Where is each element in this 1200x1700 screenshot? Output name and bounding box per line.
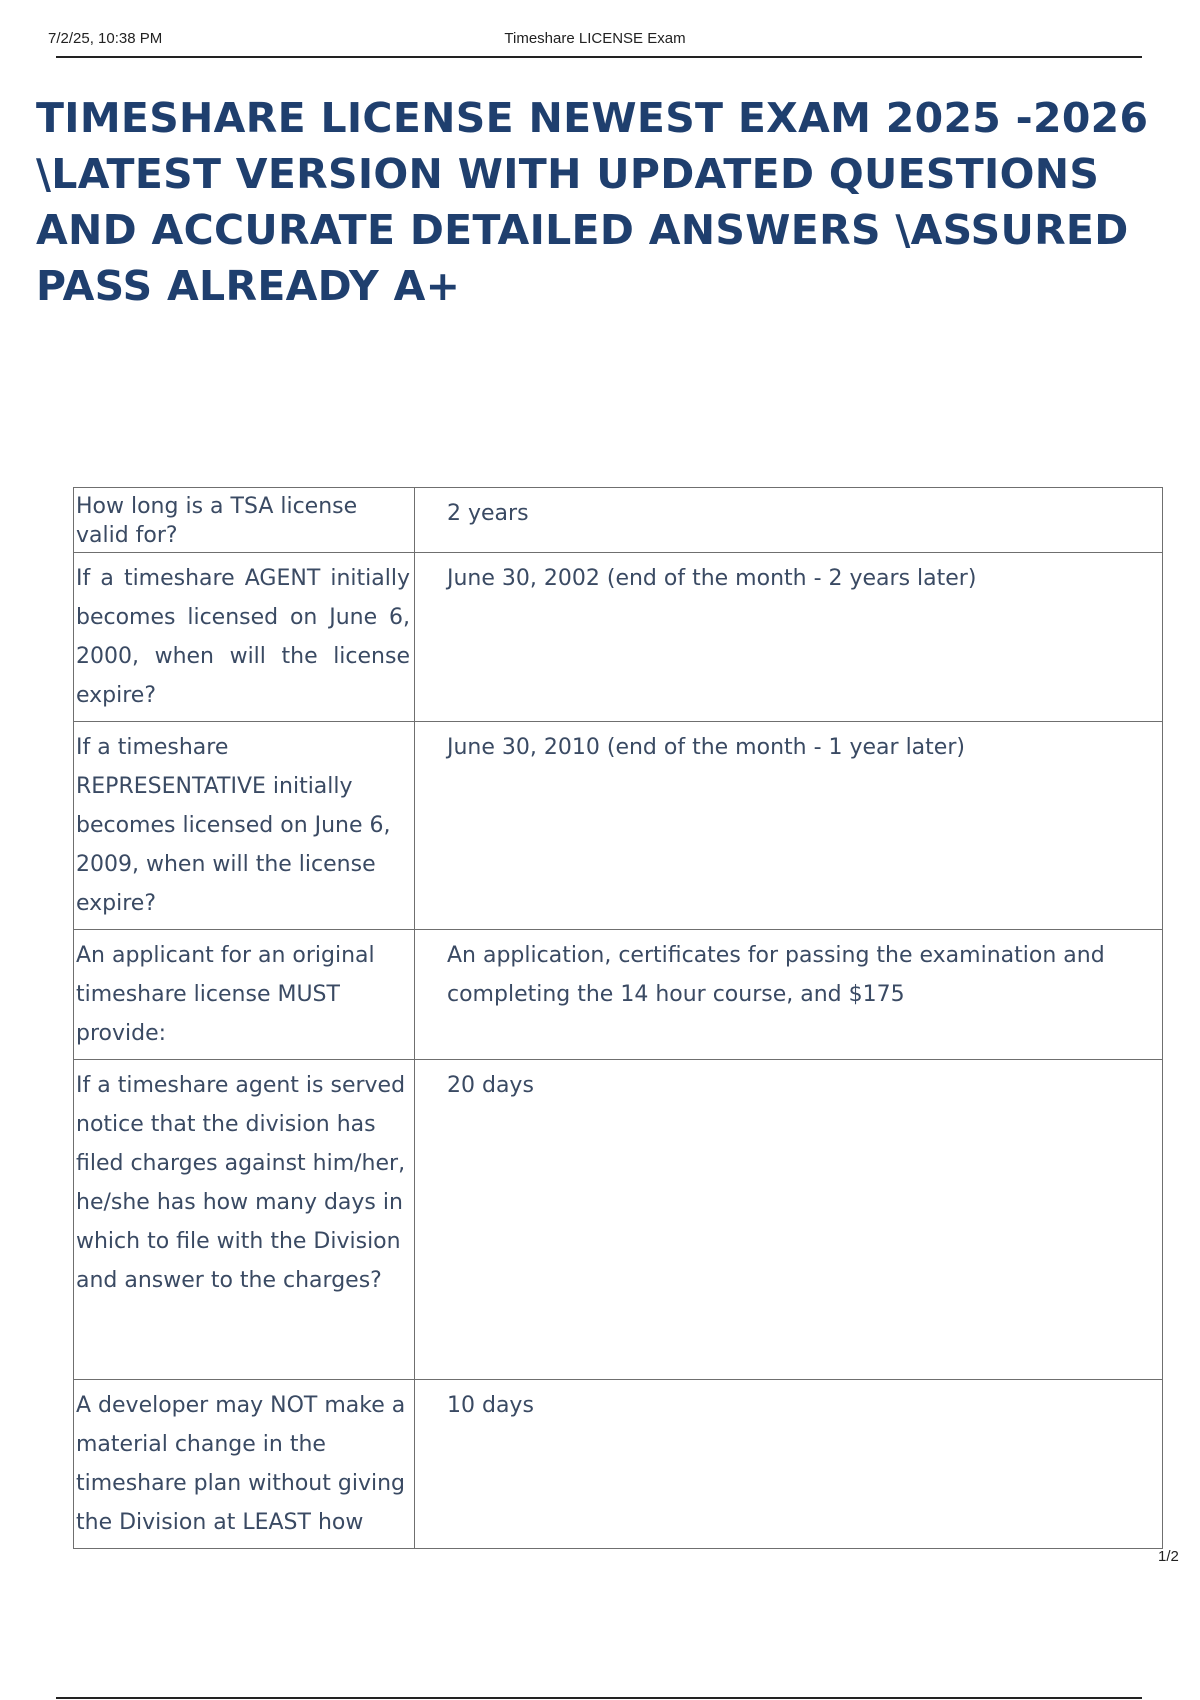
footer-divider (56, 1697, 1142, 1699)
table-row (74, 553, 1163, 722)
question-cell: If a timeshare agent is served notice that the division has filed charges against him/her, he/she has how many days in which to file with the Division and answer to the charges? (74, 1060, 415, 1380)
print-date: 7/2/25, 10:38 PM (48, 30, 163, 47)
question-cell: If a timeshare REPRESENTATIVE initially becomes licensed on June 6, 2009, when will the license expire? (74, 722, 415, 930)
answer-cell: 20 days (415, 1060, 1163, 1380)
question-cell: If a timeshare AGENT initially becomes licensed on June 6, 2000, when will the license expire? (74, 553, 415, 722)
qa-table (73, 487, 1163, 1549)
header-divider (56, 56, 1142, 58)
table-row (74, 488, 1163, 553)
table-row (74, 930, 1163, 1060)
table-row (74, 1380, 1163, 1549)
answer-cell: June 30, 2010 (end of the month - 1 year later) (415, 722, 1163, 930)
document-title: TIMESHARE LICENSE NEWEST EXAM 2025 -2026 \LATEST VERSION WITH UPDATED QUESTIONS AND ACCURATE DETAILED ANSWERS \ASSURED PASS ALREADY A+ (36, 94, 1149, 310)
answer-cell: An application, certificates for passing the examination and completing the 14 hour course, and $175 (415, 930, 1163, 1060)
answer-cell: 2 years (415, 488, 1163, 553)
table-row (74, 1060, 1163, 1380)
page-number: 1/2 (1158, 1548, 1179, 1565)
answer-cell: June 30, 2002 (end of the month - 2 years later) (415, 553, 1163, 722)
print-doc-title: Timeshare LICENSE Exam (504, 30, 686, 47)
answer-cell: 10 days (415, 1380, 1163, 1549)
question-cell: How long is a TSA license valid for? (74, 488, 415, 553)
question-cell: A developer may NOT make a material change in the timeshare plan without giving the Division at LEAST how (74, 1380, 415, 1549)
print-header (48, 30, 1142, 56)
question-cell: An applicant for an original timeshare license MUST provide: (74, 930, 415, 1060)
table-row (74, 722, 1163, 930)
